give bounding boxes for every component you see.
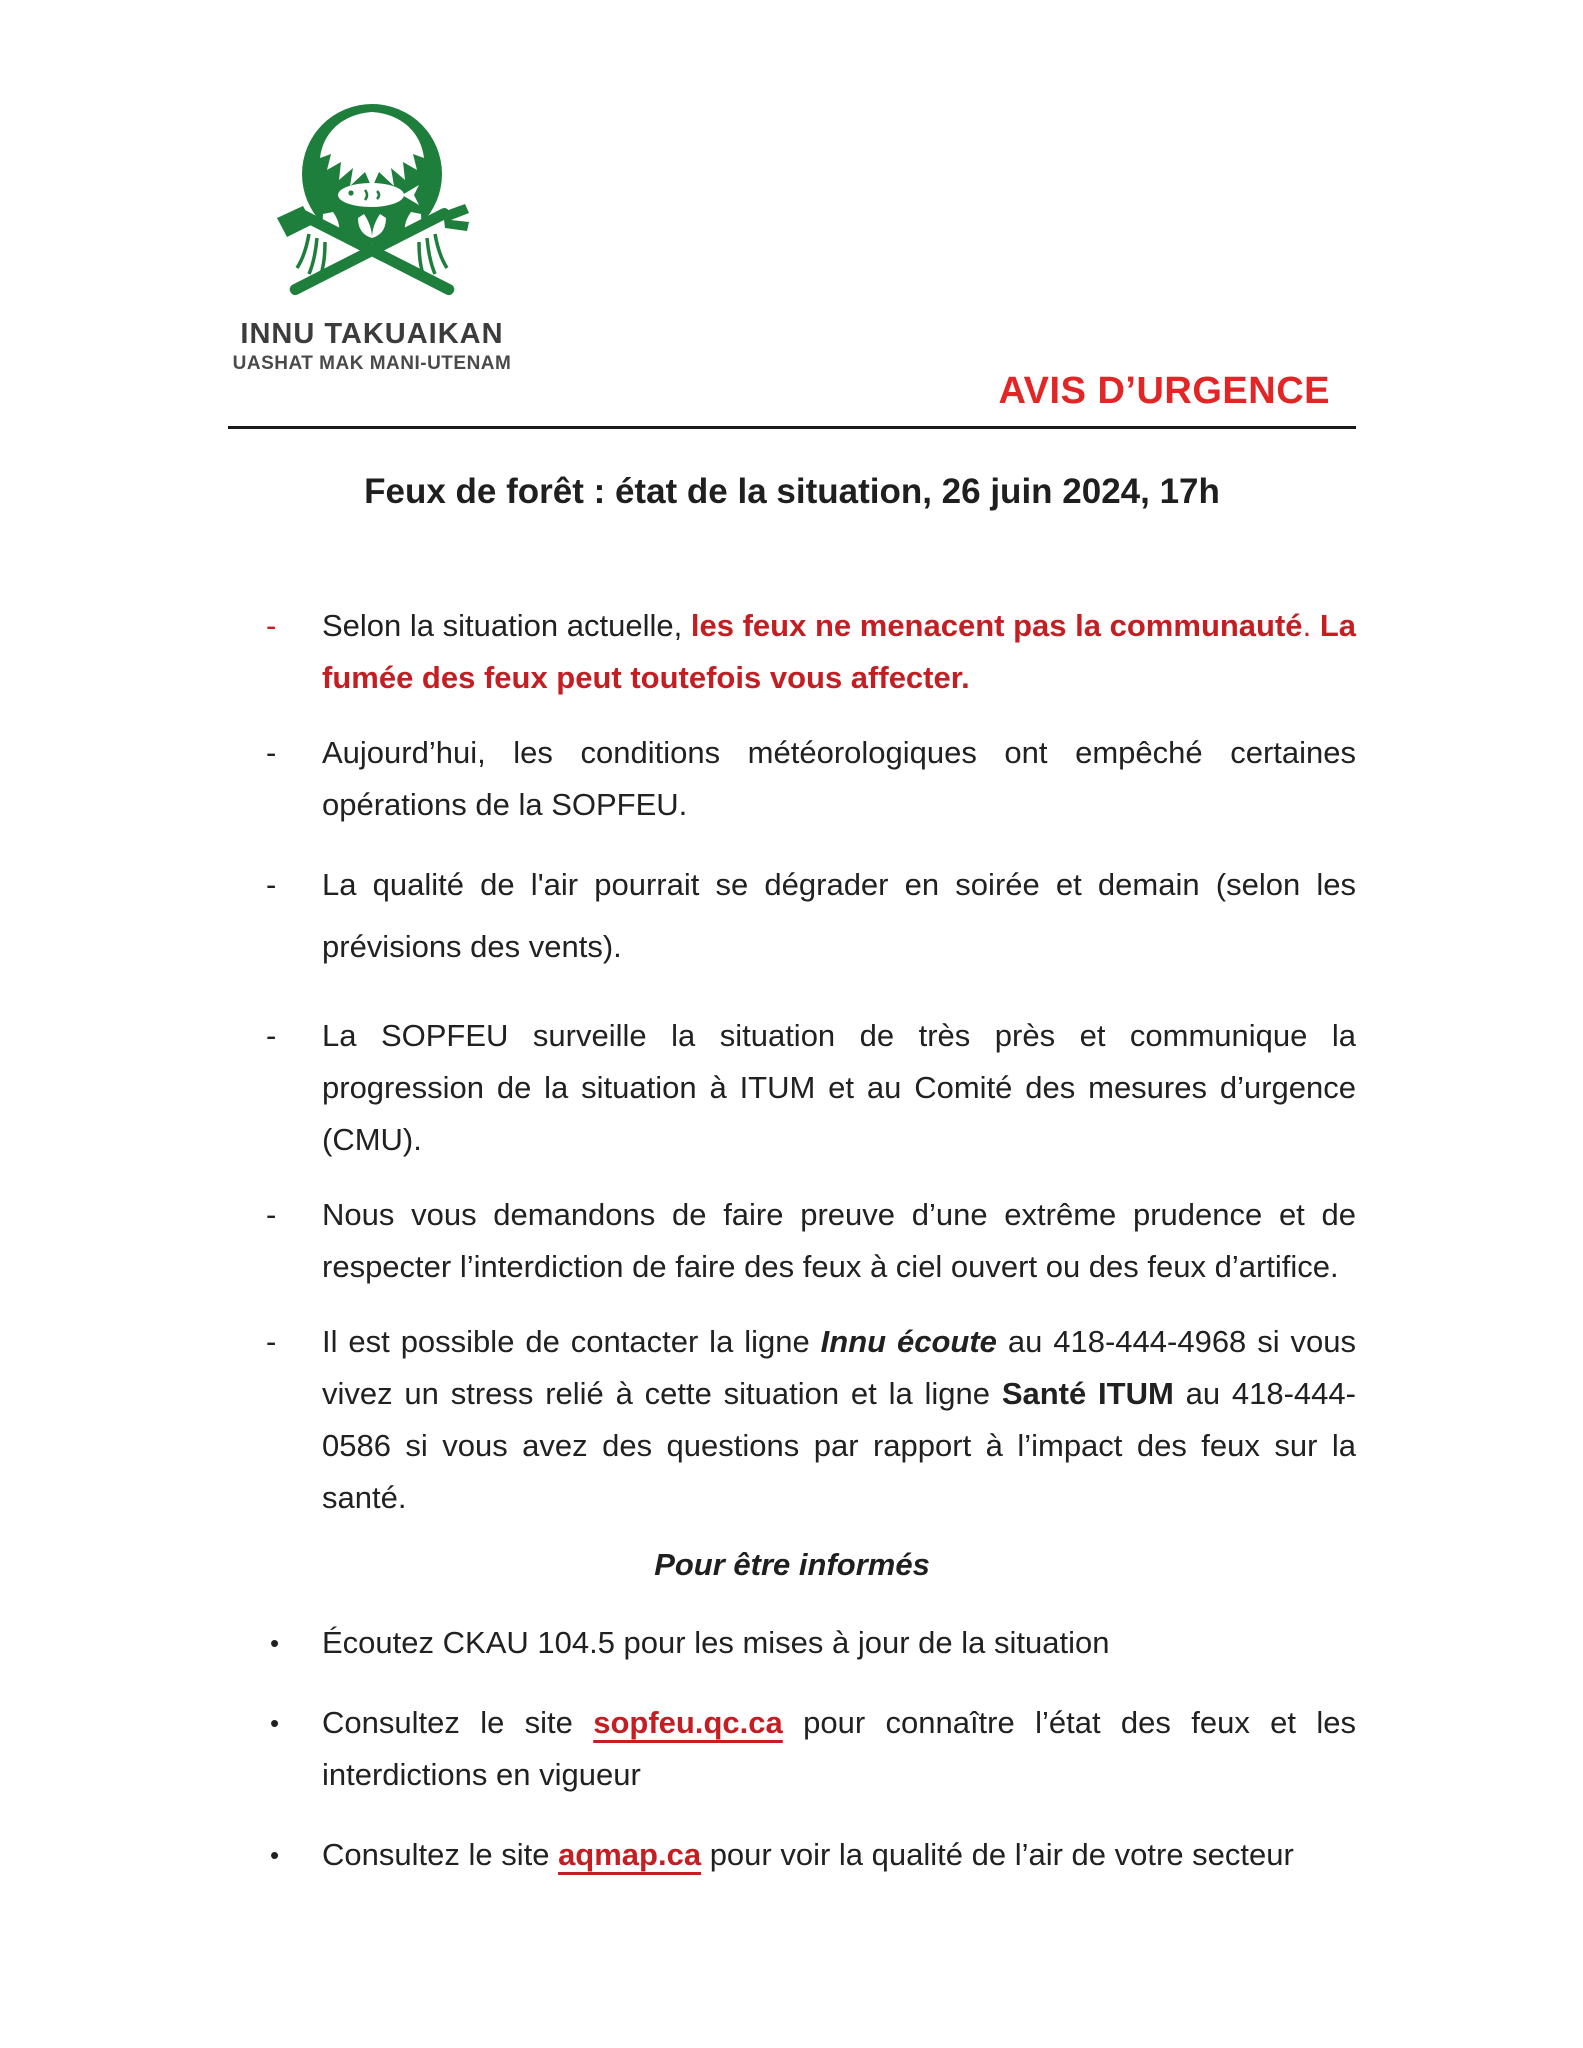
- bullet-marker: -: [266, 867, 277, 902]
- website-link[interactable]: sopfeu.qc.ca: [593, 1705, 783, 1740]
- list-item: [228, 1010, 1356, 1166]
- section-heading: Pour être informés: [654, 1547, 930, 1582]
- bullet-marker: -: [266, 1197, 277, 1232]
- list-item: [228, 1316, 1356, 1524]
- bullet-marker: •: [270, 1628, 280, 1658]
- bullet-marker: •: [270, 1708, 280, 1738]
- bullet-marker: -: [266, 735, 277, 770]
- website-link[interactable]: aqmap.ca: [558, 1837, 702, 1872]
- bullet-marker: -: [266, 608, 277, 643]
- list-item: [228, 854, 1356, 978]
- text-segment: Innu écoute: [820, 1324, 997, 1359]
- innu-takuaikan-logo-icon: [247, 96, 497, 314]
- text-segment: au 418-444-0586 si vous avez des questions par rapport à l’impact des feux sur la santé.: [322, 1376, 1356, 1515]
- text-segment: au 418-444-4968 si vous vivez un stress relié à cette situation et la ligne: [322, 1324, 1357, 1411]
- text-segment: Consultez le site: [322, 1705, 594, 1740]
- header-divider: [228, 426, 1356, 429]
- bullet-marker: •: [270, 1840, 280, 1870]
- text-segment: Selon la situation actuelle,: [322, 608, 691, 643]
- text-segment: les feux ne menacent pas la communauté: [690, 608, 1303, 643]
- text-segment: Aujourd’hui, les conditions météorologiques ont empêché certaines opérations de la SOPFEU.: [322, 735, 1356, 822]
- bullet-marker: -: [266, 1018, 277, 1053]
- text-segment: Il est possible de contacter la ligne: [322, 1324, 821, 1359]
- org-name: INNU TAKUAIKAN: [240, 318, 504, 350]
- list-item: [228, 600, 1356, 704]
- list-item: [228, 727, 1356, 831]
- round-bullet-list: [228, 1617, 1356, 1881]
- list-item: [228, 1189, 1356, 1293]
- text-segment: La qualité de l'air pourrait se dégrader en soirée et demain (selon les prévisions des vents).: [322, 867, 1356, 964]
- text-segment: La fumée des feux peut toutefois vous affecter.: [322, 608, 1356, 695]
- org-subname: UASHAT MAK MANI-UTENAM: [232, 353, 512, 374]
- text-segment: Consultez le site: [322, 1837, 559, 1872]
- text-segment: pour connaître l’état des feux et les interdictions en vigueur: [322, 1705, 1356, 1792]
- emergency-banner: AVIS D’URGENCE: [998, 370, 1330, 412]
- text-segment: pour voir la qualité de l’air de votre secteur: [701, 1837, 1294, 1872]
- org-logo-block: [232, 96, 512, 375]
- text-segment: Santé ITUM: [1001, 1376, 1174, 1411]
- text-segment: La SOPFEU surveille la situation de très près et communique la progression de la situation à ITUM et au Comité des mesures d’urgence (CMU).: [322, 1018, 1356, 1157]
- text-segment: Écoutez CKAU 104.5 pour les mises à jour de la situation: [322, 1625, 1110, 1660]
- document-body: [228, 600, 1356, 1909]
- list-item: [228, 1697, 1356, 1801]
- list-item: [228, 1829, 1356, 1881]
- document-title: Feux de forêt : état de la situation, 26 juin 2024, 17h: [364, 472, 1220, 511]
- list-item: [228, 1617, 1356, 1669]
- text-segment: .: [1302, 608, 1320, 643]
- dash-bullet-list: [228, 600, 1356, 1524]
- text-segment: Nous vous demandons de faire preuve d’une extrême prudence et de respecter l’interdiction de faire des feux à ciel ouvert ou des feux d’artifice.: [322, 1197, 1356, 1284]
- bullet-marker: -: [266, 1324, 277, 1359]
